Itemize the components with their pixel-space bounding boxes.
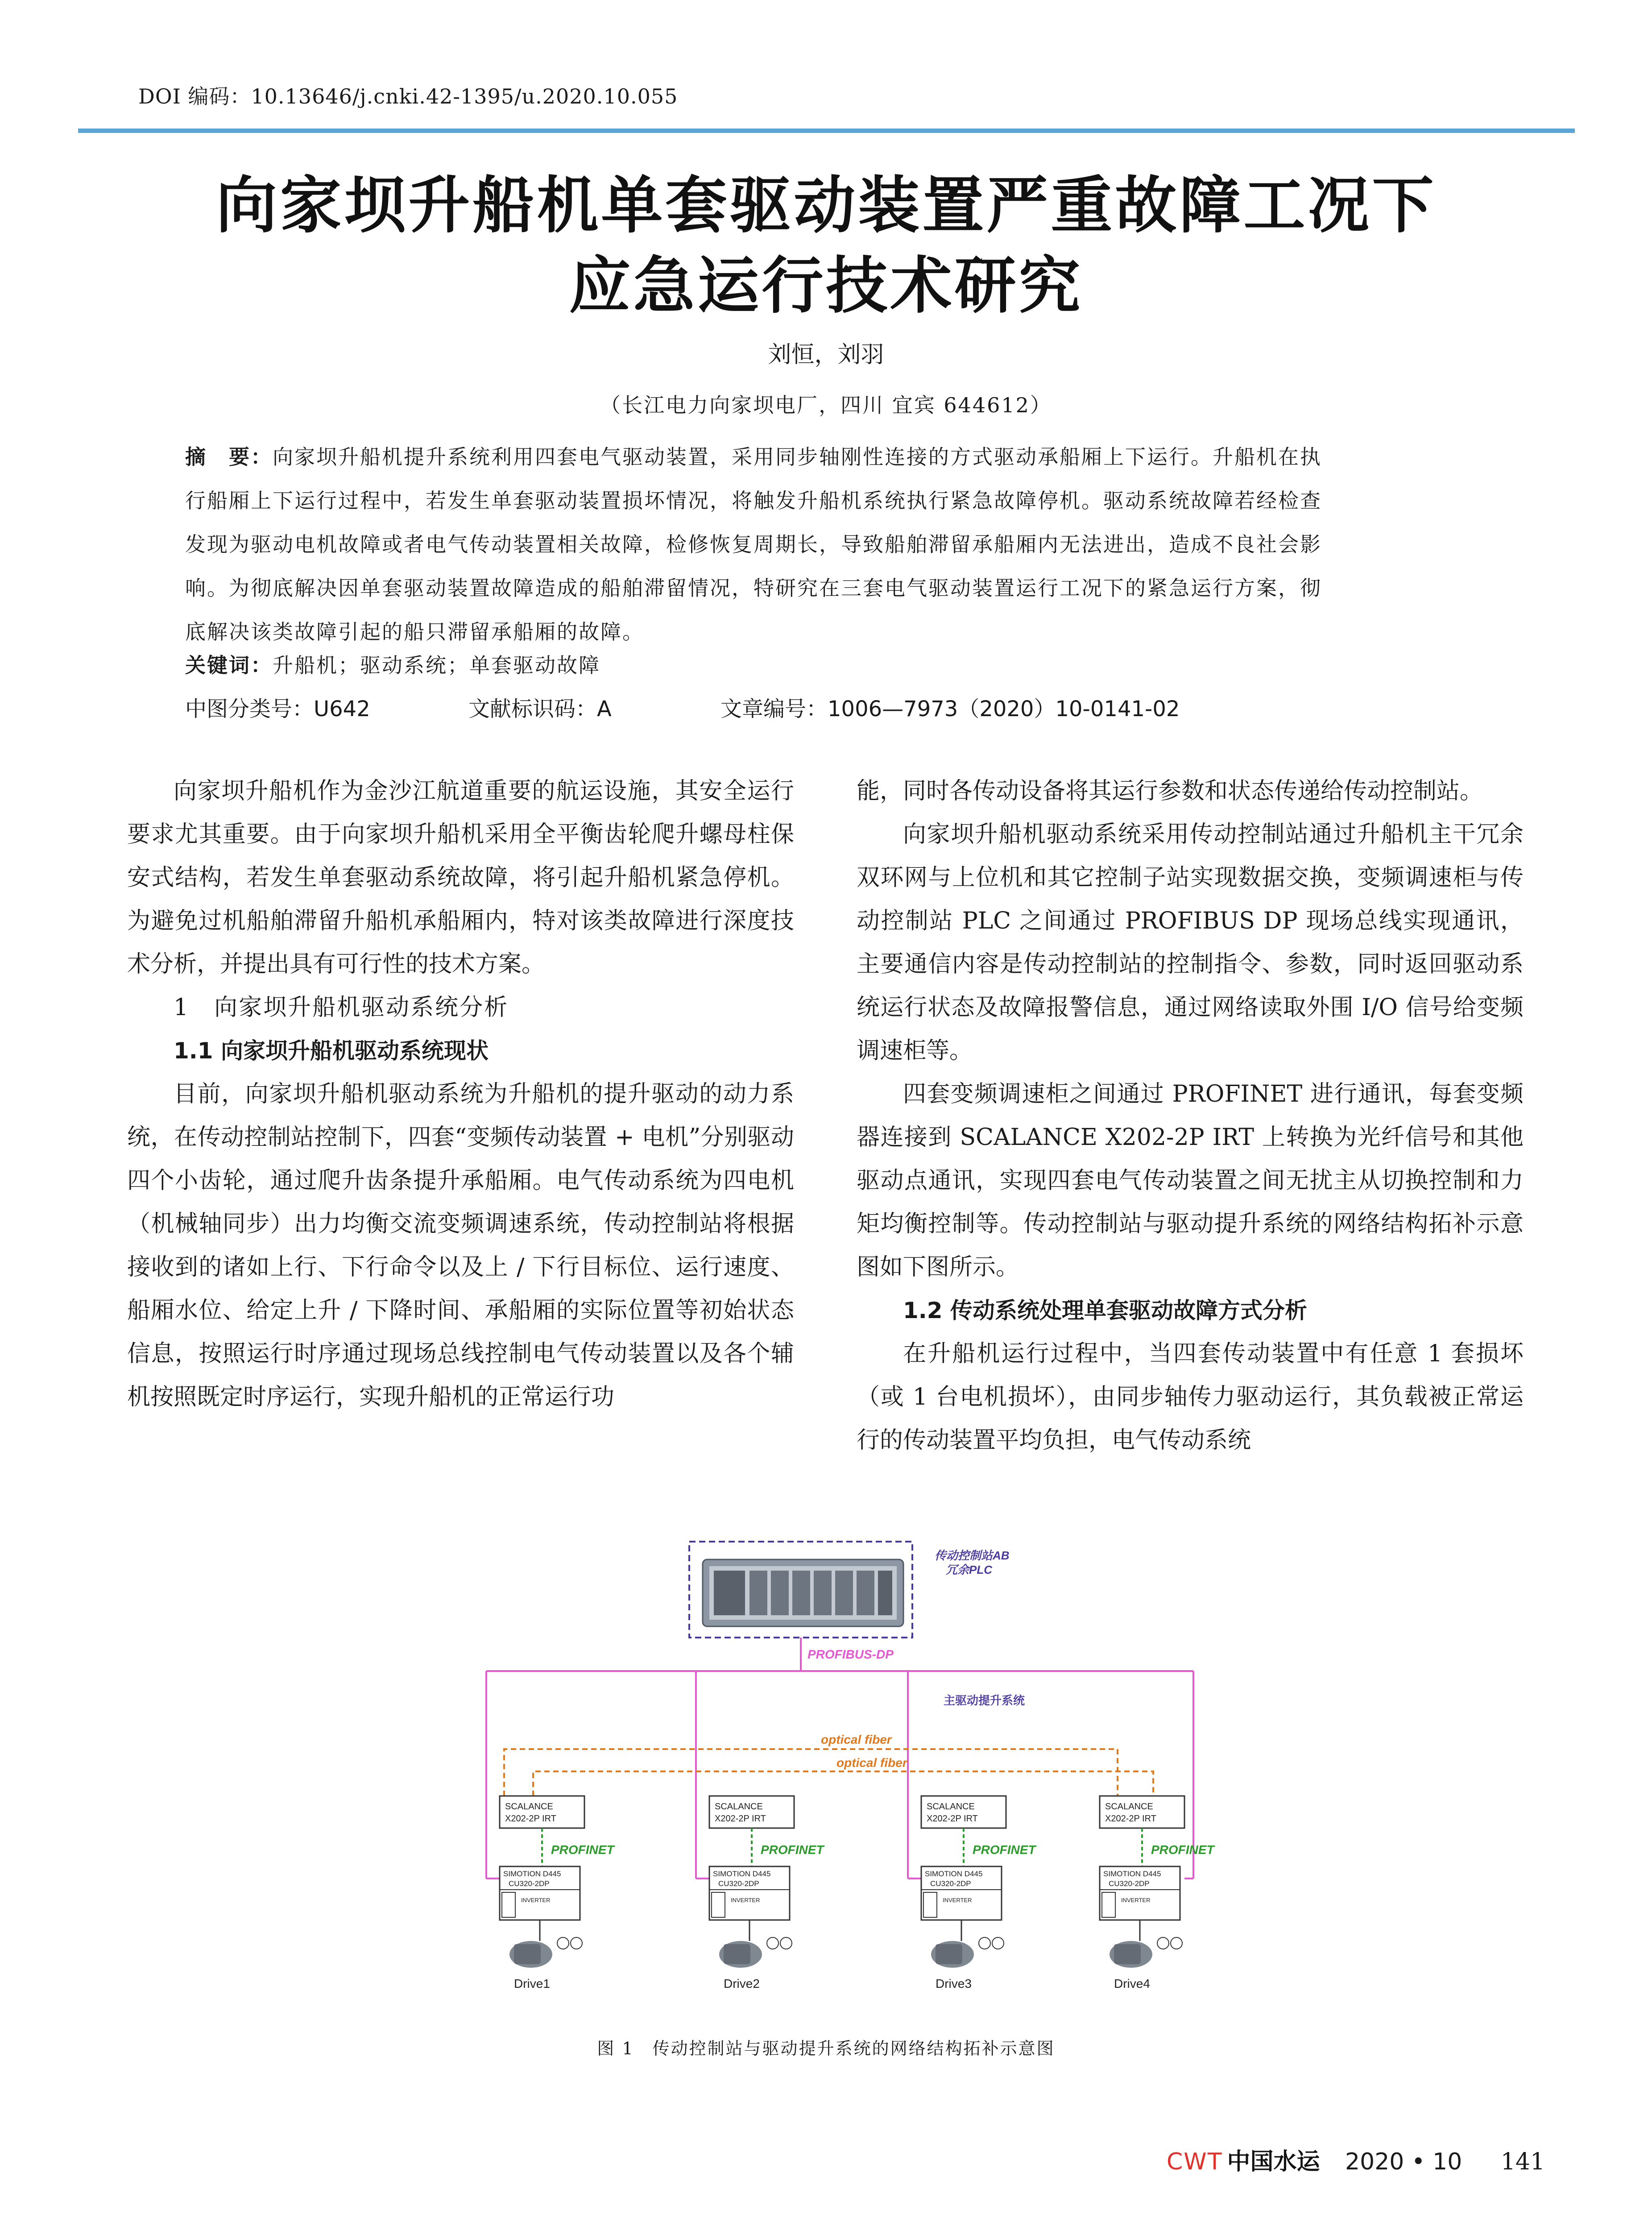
figure-caption: 图 1 传动控制站与驱动提升系统的网络结构拓补示意图 xyxy=(597,2039,1055,2058)
paragraph: 四套变频调速柜之间通过 PROFINET 进行通讯，每套变频器连接到 SCALANCE X202-2P IRT 上转换为光纤信号和其他驱动点通讯，实现四套电气传动装置之间无扰主从切换控制和力矩均衡控制等。传动控制站与驱动提升系统的网络结构拓补示意图如下图所示。 xyxy=(857,1081,1524,1281)
drive-unit-2 xyxy=(709,1796,825,1990)
abstract-line: 发现为驱动电机故障或者电气传动装置相关故障，检修恢复周期长，导致船舶滞留承船厢内无法进出，造成不良社会影 xyxy=(185,532,1322,556)
doi-line: DOI 编码：10.13646/j.cnki.42-1395/u.2020.10.055 xyxy=(138,84,678,108)
abstract-label: 摘 要： xyxy=(185,445,273,469)
svg-text:SCALANCE: SCALANCE xyxy=(1105,1802,1153,1812)
drive-label: Drive3 xyxy=(936,1977,972,1990)
clc-number: 中图分类号：U642 xyxy=(185,697,370,722)
svg-text:SIMOTION D445: SIMOTION D445 xyxy=(1103,1870,1161,1878)
drive-unit-4 xyxy=(1100,1796,1215,1990)
svg-text:CU320-2DP: CU320-2DP xyxy=(509,1879,550,1888)
keywords xyxy=(185,649,1488,679)
affiliation: （长江电力向家坝电厂，四川 宜宾 644612） xyxy=(600,393,1052,417)
svg-text:CU320-2DP: CU320-2DP xyxy=(1109,1879,1150,1888)
profibus-label: PROFIBUS-DP xyxy=(807,1647,894,1661)
svg-text:X202-2P IRT: X202-2P IRT xyxy=(1105,1814,1156,1824)
svg-text:SIMOTION D445: SIMOTION D445 xyxy=(925,1870,983,1878)
abstract xyxy=(185,435,1488,654)
page-footer xyxy=(1167,2143,1545,2176)
document-code: 文献标识码：A xyxy=(468,697,612,722)
svg-text:SCALANCE: SCALANCE xyxy=(505,1802,553,1812)
abstract-line: 行船厢上下运行过程中，若发生单套驱动装置损坏情况，将触发升船机系统执行紧急故障停机。驱动系统故障若经检查 xyxy=(185,489,1322,513)
svg-text:SCALANCE: SCALANCE xyxy=(715,1802,763,1812)
svg-text:X202-2P IRT: X202-2P IRT xyxy=(505,1814,556,1824)
section-heading-1-2: 1.2 传动系统处理单套驱动故障方式分析 xyxy=(903,1298,1307,1323)
svg-text:INVERTER: INVERTER xyxy=(1121,1897,1151,1903)
abstract-line: 底解决该类故障引起的船只滞留承船厢的故障。 xyxy=(185,620,644,644)
drive-label: Drive1 xyxy=(514,1977,550,1990)
header-rule xyxy=(78,129,1575,133)
paragraph-continuation: 能，同时各传动设备将其运行参数和状态传递给传动控制站。 xyxy=(857,778,1483,804)
main-drive-label: 主驱动提升系统 xyxy=(944,1694,1025,1707)
keywords-label: 关键词： xyxy=(185,653,273,677)
title-line-2: 应急运行技术研究 xyxy=(569,250,1083,322)
article-number: 文章编号：1006—7973（2020）10-0141-02 xyxy=(720,697,1180,722)
paragraph: 在升船机运行过程中，当四套传动装置中有任意 1 套损坏（或 1 台电机损坏），由同步轴传力驱动运行，其负载被正常运行的传动装置平均负担，电气传动系统 xyxy=(857,1340,1524,1454)
authors: 刘恒，刘羽 xyxy=(768,341,884,368)
title-line-1: 向家坝升船机单套驱动装置严重故障工况下 xyxy=(215,170,1437,241)
plc-label-2: 冗余PLC xyxy=(946,1563,993,1576)
optical-fiber-label-2: optical fiber xyxy=(836,1756,907,1770)
right-column xyxy=(857,770,1524,1462)
svg-text:SCALANCE: SCALANCE xyxy=(927,1802,975,1812)
svg-text:X202-2P IRT: X202-2P IRT xyxy=(715,1814,766,1824)
drive-unit-1 xyxy=(500,1796,615,1990)
left-column xyxy=(127,770,794,1419)
network-topology-figure xyxy=(446,1537,1236,1997)
profinet-label: PROFINET xyxy=(761,1843,824,1857)
keywords-text: 升船机；驱动系统；单套驱动故障 xyxy=(273,653,600,677)
profinet-label: PROFINET xyxy=(1151,1843,1214,1857)
plc-label-1: 传动控制站AB xyxy=(935,1549,1010,1562)
drive-label: Drive2 xyxy=(724,1977,760,1990)
svg-text:SIMOTION D445: SIMOTION D445 xyxy=(503,1870,561,1878)
journal-name: 中国水运 xyxy=(1227,2148,1320,2175)
issue: 2020 • 10 xyxy=(1345,2148,1462,2175)
profinet-label: PROFINET xyxy=(551,1843,614,1857)
abstract-line: 响。为彻底解决因单套驱动装置故障造成的船舶滞留情况，特研究在三套电气驱动装置运行工况下的紧急运行方案，彻 xyxy=(185,576,1322,600)
svg-text:INVERTER: INVERTER xyxy=(943,1897,972,1903)
svg-text:INVERTER: INVERTER xyxy=(521,1897,551,1903)
drive-unit-3 xyxy=(921,1796,1037,1990)
svg-text:CU320-2DP: CU320-2DP xyxy=(718,1879,759,1888)
svg-text:X202-2P IRT: X202-2P IRT xyxy=(927,1814,978,1824)
paragraph: 向家坝升船机驱动系统采用传动控制站通过升船机主干冗余双环网与上位机和其它控制子站实现数据交换，变频调速柜与传动控制站 PLC 之间通过 PROFIBUS DP 现场总线实现通讯，主要通信内容是传动控制站的控制指令、参数，同时返回驱动系统运行状态及故障报警信息，通过网络读取外围 I/O 信号给变频调速柜等。 xyxy=(857,821,1524,1064)
paragraph: 目前，向家坝升船机驱动系统为升船机的提升驱动的动力系统，在传动控制站控制下，四套“变频传动装置 + 电机”分别驱动四个小齿轮，通过爬升齿条提升承船厢。电气传动系统为四电机（机械轴同步）出力均衡交流变频调速系统，传动控制站将根据接收到的诸如上行、下行命令以及上 / 下行目标位、运行速度、船厢水位、给定上升 / 下降时间、承船厢的实际位置等初始状态信息，按照运行时序通过现场总线控制电气传动装置以及各个辅机按照既定时序运行，实现升船机的正常运行功 xyxy=(127,1081,794,1410)
intro-paragraph: 向家坝升船机作为金沙江航道重要的航运设施，其安全运行要求尤其重要。由于向家坝升船机采用全平衡齿轮爬升螺母柱保安式结构，若发生单套驱动系统故障，将引起升船机紧急停机。为避免过机船舶滞留升船机承船厢内，特对该类故障进行深度技术分析，并提出具有可行性的技术方案。 xyxy=(127,778,794,978)
section-heading-1-1: 1.1 向家坝升船机驱动系统现状 xyxy=(174,1038,489,1064)
abstract-line: 摘 要：向家坝升船机提升系统利用四套电气驱动装置，采用同步轴刚性连接的方式驱动承船厢上下运行。升船机在执 xyxy=(185,445,1322,469)
section-heading-1: 1 向家坝升船机驱动系统分析 xyxy=(174,994,509,1021)
drive-label: Drive4 xyxy=(1114,1977,1150,1990)
svg-text:SIMOTION D445: SIMOTION D445 xyxy=(713,1870,771,1878)
page-number: 141 xyxy=(1500,2148,1545,2175)
svg-text:CU320-2DP: CU320-2DP xyxy=(930,1879,971,1888)
plc-rack-image xyxy=(703,1559,903,1626)
journal-logo: CWT xyxy=(1167,2148,1223,2175)
profinet-label: PROFINET xyxy=(973,1843,1036,1857)
svg-text:INVERTER: INVERTER xyxy=(731,1897,760,1903)
optical-fiber-label-1: optical fiber xyxy=(821,1733,892,1746)
